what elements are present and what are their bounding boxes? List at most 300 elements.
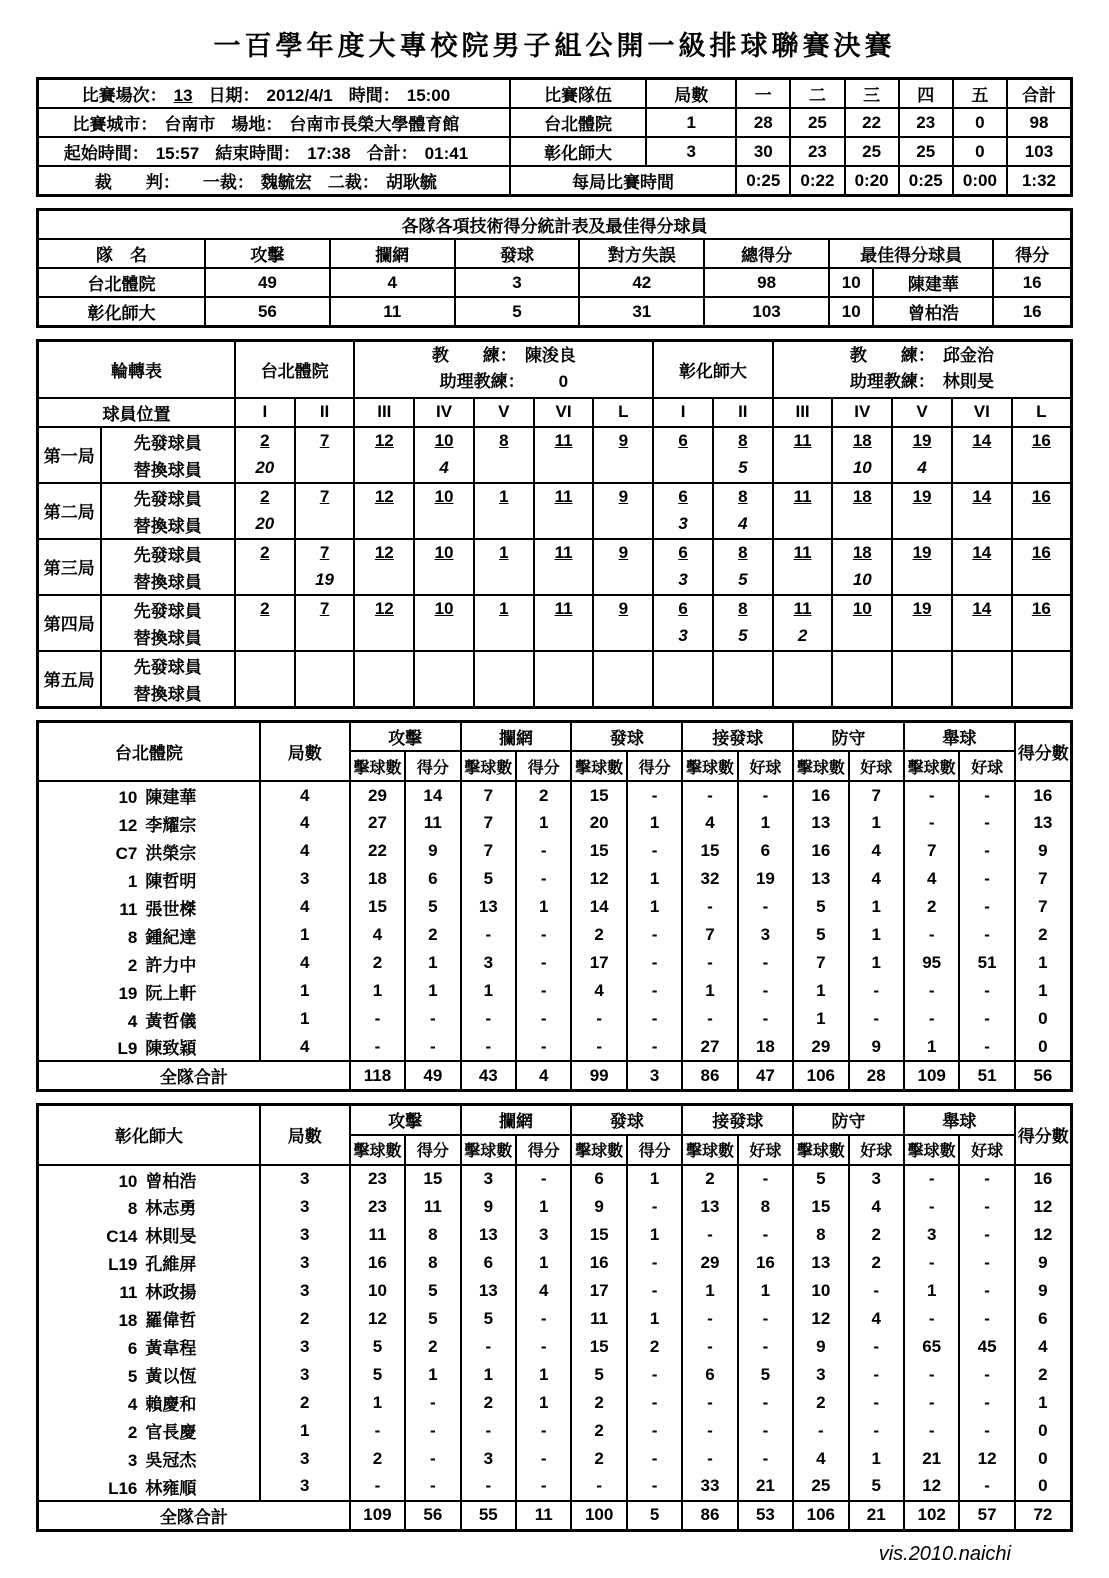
starter-number: 1 [474, 595, 534, 623]
stat-value: - [682, 1005, 737, 1033]
stat-value: 1 [682, 1277, 737, 1305]
position-b: III [773, 398, 833, 427]
stat-value: 5 [405, 1305, 460, 1333]
starter-number [1012, 651, 1072, 679]
starter-number [235, 651, 295, 679]
match-info-cell [38, 108, 510, 137]
stat-value: - [461, 1005, 516, 1033]
set-starters-row [38, 595, 1072, 623]
player-row [38, 1473, 1072, 1501]
info-label: 比賽場次： [81, 86, 167, 105]
total-value: 47 [738, 1061, 793, 1091]
stat-value: 1 [516, 1389, 571, 1417]
stat-value: 16 [571, 1249, 626, 1277]
set-times-row [38, 166, 1072, 196]
position-b: L [1012, 398, 1072, 427]
starter-number: 11 [534, 539, 594, 567]
starter-number [593, 651, 653, 679]
stat-value: 1 [849, 893, 904, 921]
summary-value: 5 [455, 297, 580, 327]
player-sets: 3 [260, 1249, 350, 1277]
starter-number: 6 [653, 483, 713, 511]
substitute-number: 3 [653, 567, 713, 595]
stat-value: 13 [682, 1193, 737, 1221]
stat-value: 15 [405, 1165, 460, 1193]
player-points: 6 [1015, 1305, 1072, 1333]
player-number: 2 [127, 955, 138, 975]
stat-value: 5 [571, 1361, 626, 1389]
total-value: 106 [793, 1501, 848, 1531]
stat-value: 13 [793, 865, 848, 893]
stat-value: 21 [904, 1445, 959, 1473]
info-label: 場地： [231, 115, 283, 134]
set-score: 25 [899, 137, 953, 166]
stat-value: 1 [849, 1445, 904, 1473]
stat-value: - [627, 1417, 682, 1445]
assistant-coach-label: 助理教練： [849, 372, 935, 392]
starter-number: 2 [235, 595, 295, 623]
stat-value: 1 [461, 977, 516, 1005]
stat-value: 1 [682, 977, 737, 1005]
substitute-number [832, 623, 892, 651]
player-points: 0 [1015, 1445, 1072, 1473]
best-scorer-points: 16 [993, 268, 1071, 297]
player-row [38, 1361, 1072, 1389]
substitute-number: 2 [773, 623, 833, 651]
set-time: 0:00 [953, 166, 1007, 196]
stat-value: - [350, 1033, 405, 1061]
summary-col-header: 得分 [993, 239, 1071, 268]
rotation-team-a: 台北體院 [235, 341, 355, 398]
stat-value: 45 [959, 1333, 1014, 1361]
player-number: 1 [127, 871, 138, 891]
summary-value: 31 [579, 297, 704, 327]
stat-value: - [682, 893, 737, 921]
starter-number [832, 651, 892, 679]
stat-value: 6 [571, 1165, 626, 1193]
stat-value: - [627, 781, 682, 809]
stat-value: 2 [849, 1249, 904, 1277]
total-value: 21 [849, 1501, 904, 1531]
score-col-header: 一 [736, 79, 790, 109]
skill-sub-header: 擊球數 [461, 751, 516, 781]
stat-value: 5 [405, 893, 460, 921]
stat-value: - [571, 1005, 626, 1033]
player-name-cell [38, 1033, 260, 1061]
summary-value: 56 [205, 297, 330, 327]
sets-col-header: 局數 [260, 721, 350, 781]
stat-value: 3 [461, 949, 516, 977]
stat-value: 5 [849, 1473, 904, 1501]
player-number: 2 [127, 1423, 138, 1443]
stat-value: - [904, 921, 959, 949]
total-value: 118 [350, 1061, 405, 1091]
substitute-number [414, 511, 474, 539]
stat-value: - [516, 1445, 571, 1473]
player-number: 4 [127, 1011, 138, 1031]
info-value: 台南市 [164, 115, 216, 134]
player-points: 0 [1015, 1033, 1072, 1061]
stat-value: - [405, 1389, 460, 1417]
stat-value: - [904, 781, 959, 809]
substitute-number [653, 455, 713, 483]
info-value: 魏毓宏 [260, 173, 312, 192]
player-name: 李耀宗 [145, 815, 197, 835]
set-starters-row [38, 651, 1072, 679]
substitute-number [295, 679, 355, 708]
stat-value: - [959, 1221, 1014, 1249]
total-value: 102 [904, 1501, 959, 1531]
starter-number: 19 [892, 427, 952, 455]
starter-number: 2 [235, 483, 295, 511]
stat-value: - [959, 1305, 1014, 1333]
stat-value: 13 [461, 1221, 516, 1249]
coach-label: 教 練： [431, 346, 517, 365]
team-name: 台北體院 [38, 268, 206, 297]
score-row [38, 137, 1072, 166]
stat-value: 15 [571, 1333, 626, 1361]
summary-value: 4 [330, 268, 455, 297]
stat-value: - [627, 949, 682, 977]
player-points: 12 [1015, 1221, 1072, 1249]
stat-value: 1 [904, 1277, 959, 1305]
best-scorer-number: 10 [829, 268, 873, 297]
stat-value: - [682, 1221, 737, 1249]
subs-label: 替換球員 [101, 679, 235, 708]
stat-value: 13 [461, 1277, 516, 1305]
page-title: 一百學年度大專校院男子組公開一級排球聯賽決賽 [213, 31, 896, 61]
stat-value: - [959, 893, 1014, 921]
stat-value: - [738, 1221, 793, 1249]
info-label: 結束時間： [215, 144, 301, 163]
starter-number: 11 [534, 595, 594, 623]
stat-value: - [461, 1033, 516, 1061]
stat-value: 7 [849, 781, 904, 809]
player-points: 0 [1015, 1005, 1072, 1033]
stat-value: 9 [405, 837, 460, 865]
total-points: 72 [1015, 1501, 1072, 1531]
player-name-cell [38, 977, 260, 1005]
substitute-number [354, 511, 414, 539]
stat-value: 19 [738, 865, 793, 893]
stat-value: 4 [904, 865, 959, 893]
position-a: L [593, 398, 653, 427]
player-name: 陳哲明 [145, 871, 197, 891]
stat-value: 2 [571, 1417, 626, 1445]
stat-value: 29 [793, 1033, 848, 1061]
stat-value: 7 [461, 837, 516, 865]
stat-value: 2 [793, 1389, 848, 1417]
stat-value: 5 [350, 1361, 405, 1389]
stat-value: 1 [627, 1165, 682, 1193]
player-number: 4 [127, 1395, 138, 1415]
info-value: 胡耿毓 [385, 173, 437, 192]
stat-value: - [516, 1417, 571, 1445]
player-number: C7 [115, 843, 138, 863]
summary-col-header: 總得分 [704, 239, 829, 268]
starter-number [354, 651, 414, 679]
stat-value: 16 [793, 837, 848, 865]
substitute-number [474, 623, 534, 651]
stat-value: 25 [793, 1473, 848, 1501]
stat-value: 8 [738, 1193, 793, 1221]
starter-number [653, 651, 713, 679]
info-label: 起始時間： [63, 144, 149, 163]
stat-value: 1 [849, 921, 904, 949]
substitute-number [952, 567, 1012, 595]
starter-number: 18 [832, 539, 892, 567]
substitute-number [593, 567, 653, 595]
team-a-body [38, 721, 1072, 1091]
set-time: 0:22 [790, 166, 844, 196]
substitute-number [773, 679, 833, 708]
player-number: 12 [118, 815, 138, 835]
player-number: 8 [127, 1199, 138, 1219]
substitute-number [1012, 623, 1072, 651]
stat-value: 17 [571, 1277, 626, 1305]
starter-number: 7 [295, 483, 355, 511]
total-value: 53 [738, 1501, 793, 1531]
stat-value: - [959, 1389, 1014, 1417]
stat-value: - [959, 1417, 1014, 1445]
starter-number: 9 [593, 483, 653, 511]
stat-value: 2 [571, 1445, 626, 1473]
substitute-number [952, 623, 1012, 651]
player-row [38, 1033, 1072, 1061]
stat-value: 4 [350, 921, 405, 949]
substitute-number: 3 [653, 623, 713, 651]
stat-value: 7 [461, 781, 516, 809]
stat-value: - [959, 1277, 1014, 1305]
subs-label: 替換球員 [101, 511, 235, 539]
stat-value: 2 [461, 1389, 516, 1417]
player-row [38, 1305, 1072, 1333]
substitute-number: 20 [235, 455, 295, 483]
player-name-cell [38, 949, 260, 977]
stat-value: 1 [405, 977, 460, 1005]
stat-value: 1 [516, 809, 571, 837]
stat-value: 6 [682, 1361, 737, 1389]
skill-sub-header: 擊球數 [682, 1135, 737, 1165]
starter-number [892, 651, 952, 679]
substitute-number: 10 [832, 567, 892, 595]
player-number: 10 [118, 1171, 138, 1191]
summary-col-header: 隊 名 [38, 239, 206, 268]
stat-value: 4 [849, 865, 904, 893]
player-number: C14 [106, 1227, 138, 1247]
substitute-number [354, 623, 414, 651]
player-points: 1 [1015, 949, 1072, 977]
starter-number: 12 [354, 427, 414, 455]
stat-value: 51 [959, 949, 1014, 977]
set-starters-row [38, 539, 1072, 567]
position-b: V [892, 398, 952, 427]
stat-value: 8 [405, 1221, 460, 1249]
set-subs-row [38, 455, 1072, 483]
stat-value: - [793, 1417, 848, 1445]
starter-number: 7 [295, 539, 355, 567]
stat-value: 5 [793, 1165, 848, 1193]
player-name-cell [38, 1221, 260, 1249]
stat-value: - [959, 977, 1014, 1005]
player-row [38, 1193, 1072, 1221]
substitute-number [295, 455, 355, 483]
team-name: 彰化師大 [510, 137, 646, 166]
player-sets: 3 [260, 865, 350, 893]
score-total: 103 [1007, 137, 1072, 166]
stat-value: - [516, 1005, 571, 1033]
substitute-number [474, 679, 534, 708]
skill-sub-header: 擊球數 [350, 1135, 405, 1165]
player-row [38, 865, 1072, 893]
player-sets: 1 [260, 1417, 350, 1445]
set-starters-row [38, 483, 1072, 511]
player-row [38, 837, 1072, 865]
summary-col-header: 攔網 [330, 239, 455, 268]
stat-value: - [627, 921, 682, 949]
player-name: 黃以恆 [145, 1367, 197, 1387]
starters-label: 先發球員 [101, 595, 235, 623]
player-name: 黃韋程 [145, 1339, 197, 1359]
coach-name: 邱金治 [942, 346, 994, 365]
summary-col-header: 對方失誤 [579, 239, 704, 268]
stat-value: 9 [849, 1033, 904, 1061]
stat-value: - [516, 1473, 571, 1501]
starter-number: 16 [1012, 595, 1072, 623]
stat-value: 4 [849, 1305, 904, 1333]
player-name-cell [38, 1473, 260, 1501]
stat-value: - [682, 1445, 737, 1473]
skill-group-header: 防守 [793, 1105, 904, 1135]
player-row [38, 809, 1072, 837]
subs-label: 替換球員 [101, 567, 235, 595]
stat-value: 21 [738, 1473, 793, 1501]
starter-number: 19 [892, 483, 952, 511]
substitute-number [534, 679, 594, 708]
stat-value: - [738, 977, 793, 1005]
stat-value: - [405, 1005, 460, 1033]
stat-value: 3 [849, 1165, 904, 1193]
stat-value: 10 [350, 1277, 405, 1305]
assistant-coach-name: 0 [558, 372, 569, 392]
info-value: 17:38 [307, 144, 351, 163]
info-value: 15:57 [155, 144, 200, 163]
set-score: 23 [790, 137, 844, 166]
score-row [38, 108, 1072, 137]
substitute-number [295, 623, 355, 651]
player-number: 18 [118, 1311, 138, 1331]
summary-row [38, 268, 1072, 297]
starter-number: 2 [235, 539, 295, 567]
skill-sub-header: 得分 [516, 751, 571, 781]
score-col-header: 五 [953, 79, 1007, 109]
skill-sub-header: 擊球數 [793, 1135, 848, 1165]
stat-value: 3 [793, 1361, 848, 1389]
player-row [38, 949, 1072, 977]
stat-value: - [627, 1445, 682, 1473]
player-row [38, 781, 1072, 809]
stat-value: 15 [350, 893, 405, 921]
skill-sub-header: 擊球數 [571, 751, 626, 781]
substitute-number [593, 455, 653, 483]
starter-number: 10 [414, 427, 474, 455]
skill-group-header: 攔網 [461, 1105, 572, 1135]
position-b: VI [952, 398, 1012, 427]
set-label: 第四局 [38, 595, 101, 651]
total-value: 56 [405, 1501, 460, 1531]
skill-sub-header: 擊球數 [793, 751, 848, 781]
player-name-cell [38, 1305, 260, 1333]
stat-value: 5 [793, 921, 848, 949]
stat-value: - [959, 1165, 1014, 1193]
player-name-cell [38, 1389, 260, 1417]
stat-value: - [849, 1277, 904, 1305]
player-sets: 3 [260, 1165, 350, 1193]
player-name-cell [38, 1277, 260, 1305]
starter-number: 10 [414, 539, 474, 567]
stat-value: 1 [461, 1361, 516, 1389]
set-label: 第五局 [38, 651, 101, 708]
total-value: 49 [405, 1061, 460, 1091]
team-a-table [36, 720, 1073, 1093]
stat-value: - [571, 1033, 626, 1061]
skill-group-header: 防守 [793, 721, 904, 751]
substitute-number [773, 567, 833, 595]
match-info-row [38, 79, 1072, 109]
player-row [38, 1445, 1072, 1473]
player-points: 1 [1015, 1389, 1072, 1417]
starter-number: 16 [1012, 539, 1072, 567]
stat-value: - [627, 1277, 682, 1305]
substitute-number: 4 [892, 455, 952, 483]
stat-value: - [516, 1305, 571, 1333]
position-a: II [295, 398, 355, 427]
info-label: 合計： [366, 144, 418, 163]
player-number: L9 [117, 1039, 138, 1059]
substitute-number [773, 511, 833, 539]
starter-number: 8 [713, 595, 773, 623]
stat-value: 1 [627, 809, 682, 837]
player-name-cell [38, 1005, 260, 1033]
coach-cell [354, 341, 653, 398]
starter-number: 14 [952, 539, 1012, 567]
rotation-table [36, 339, 1073, 709]
substitute-number [952, 511, 1012, 539]
stat-value: 5 [405, 1277, 460, 1305]
starter-number: 7 [295, 427, 355, 455]
info-label: 裁 判： [94, 173, 180, 192]
best-scorer-number: 10 [829, 297, 873, 327]
total-value: 86 [682, 1501, 737, 1531]
stat-value: 23 [350, 1193, 405, 1221]
stat-value: - [516, 1033, 571, 1061]
rotation-title: 輪轉表 [38, 341, 235, 398]
stat-value: 1 [627, 865, 682, 893]
player-name-cell [38, 1249, 260, 1277]
stat-value: 29 [350, 781, 405, 809]
subs-label: 替換球員 [101, 623, 235, 651]
player-name: 黃哲儀 [145, 1011, 197, 1031]
stat-value: - [738, 1165, 793, 1193]
player-points: 9 [1015, 837, 1072, 865]
substitute-number [1012, 567, 1072, 595]
player-name: 林政揚 [145, 1283, 197, 1303]
stat-value: 2 [627, 1333, 682, 1361]
stat-value: - [461, 1473, 516, 1501]
info-label: 時間： [348, 86, 400, 105]
skill-group-header: 攔網 [461, 721, 572, 751]
stat-value: 23 [350, 1165, 405, 1193]
